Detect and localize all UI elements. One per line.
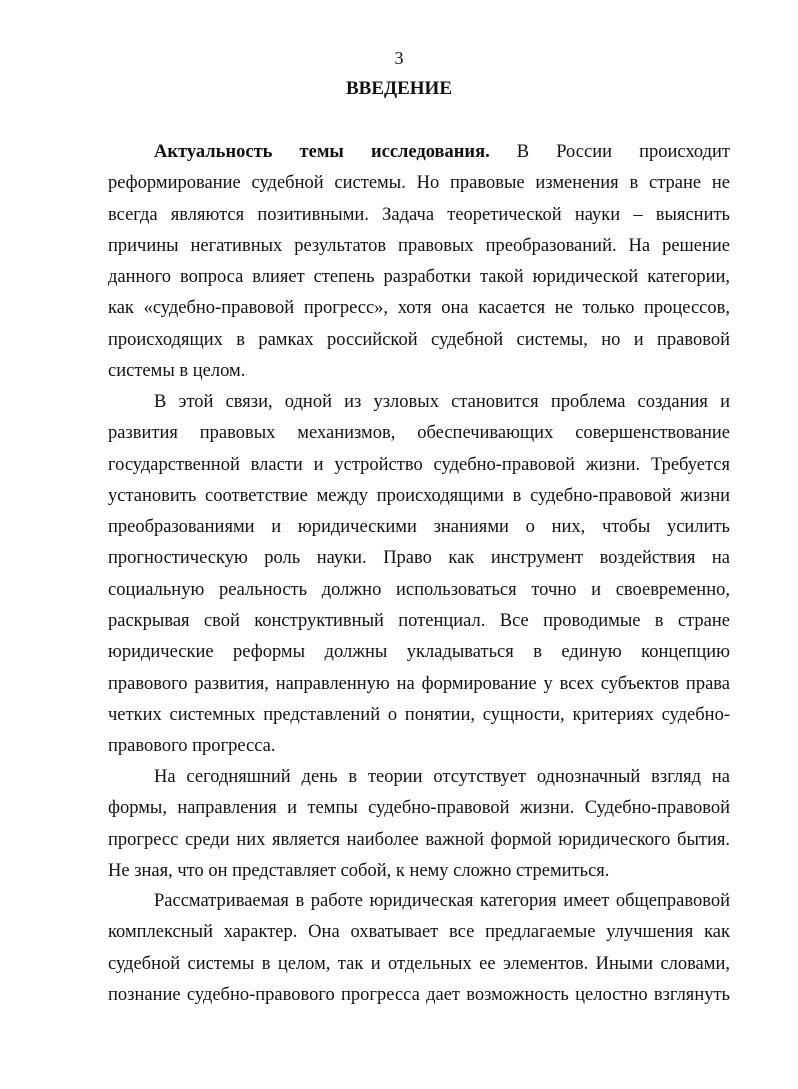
text-line: установить соответствие между происходящими в судебно-правовой жизни <box>108 485 730 506</box>
text-line: государственной власти и устройство судебно-правовой жизни. Требуется <box>108 454 730 475</box>
text-line: комплексный характер. Она охватывает все предлагаемые улучшения как <box>108 922 730 943</box>
text-line: развития правовых механизмов, обеспечивающих совершенствование <box>108 423 730 444</box>
text-line: формы, направления и темпы судебно-правовой жизни. Судебно-правовой <box>108 798 730 819</box>
text-line: прогресс среди них является наиболее важной формой юридического бытия. <box>108 829 730 850</box>
page-title: ВВЕДЕНИЕ <box>346 78 452 99</box>
paragraph-1 <box>108 137 730 387</box>
text-line: В этой связи, одной из узловых становится проблема создания и <box>154 392 730 412</box>
text-line: раскрывая свой конструктивный потенциал. Все проводимые в стране <box>108 611 730 632</box>
text-line: правового прогресса. <box>108 736 276 757</box>
text-line: Рассматриваемая в работе юридическая категория имеет общеправовой <box>154 891 730 911</box>
text-line: правового развития, направленную на формирование у всех субъектов права <box>108 673 730 694</box>
paragraph-2 <box>108 387 730 763</box>
text-line: познание судебно-правового прогресса дает возможность целостно взглянуть <box>108 984 730 1005</box>
text-line: системы в целом. <box>108 361 246 382</box>
text-line: социальную реальность должно использоваться точно и своевременно, <box>108 579 730 600</box>
paragraph-3 <box>108 762 730 887</box>
text-line: реформирование судебной системы. Но правовые изменения в стране не <box>108 173 730 194</box>
page-number: 3 <box>394 48 404 68</box>
text-line: причины негативных результатов правовых преобразований. На решение <box>108 235 730 256</box>
paragraph-4 <box>108 886 730 1011</box>
bold-lead: Актуальность темы исследования. <box>154 142 490 162</box>
text-line: данного вопроса влияет степень разработки такой юридической категории, <box>108 267 730 288</box>
text-line: Не зная, что он представляет собой, к нему сложно стремиться. <box>108 860 610 881</box>
text-line: юридические реформы должны укладываться в единую концепцию <box>108 642 730 663</box>
text-line: как «судебно-правовой прогресс», хотя она касается не только процессов, <box>108 298 730 319</box>
text-line: происходящих в рамках российской судебной системы, но и правовой <box>108 329 730 350</box>
text-line: преобразованиями и юридическими знаниями о них, чтобы усилить <box>108 517 730 538</box>
text-line: судебной системы в целом, так и отдельных ее элементов. Иными словами, <box>108 953 730 974</box>
text-line-rest: В России происходит <box>489 142 731 162</box>
text-line: прогностическую роль науки. Право как инструмент воздействия на <box>108 548 730 569</box>
text-line <box>108 137 730 168</box>
text-line: всегда являются позитивными. Задача теоретической науки – выяснить <box>108 204 730 225</box>
text-line: На сегодняшний день в теории отсутствует однозначный взгляд на <box>154 767 730 787</box>
text-line: четких системных представлений о понятии, сущности, критериях судебно- <box>108 704 730 725</box>
